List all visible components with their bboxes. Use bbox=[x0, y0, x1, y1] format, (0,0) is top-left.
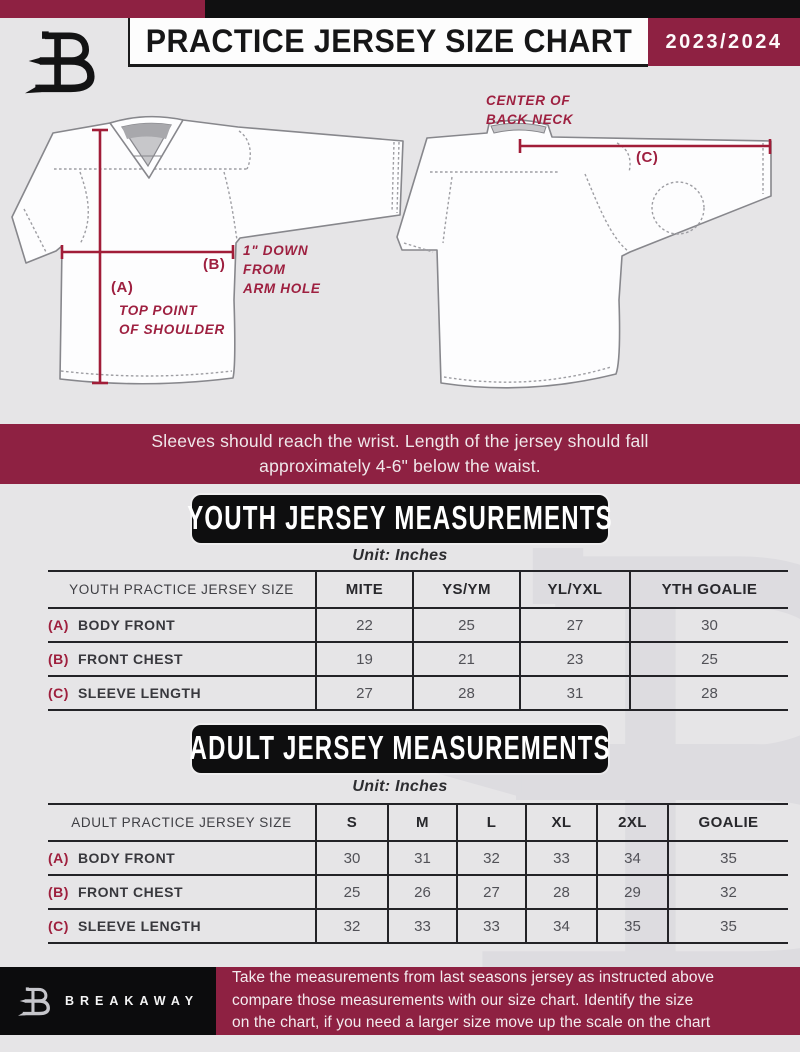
adult-col-xl: XL bbox=[526, 804, 597, 841]
value-cell: 26 bbox=[388, 875, 457, 909]
value-cell: 22 bbox=[316, 608, 413, 642]
value-cell: 33 bbox=[526, 841, 597, 875]
label-a-caption bbox=[119, 301, 225, 339]
row-key: (A) bbox=[48, 850, 69, 866]
youth-col-ylyxl: YL/YXL bbox=[520, 571, 630, 608]
value-cell: 35 bbox=[597, 909, 668, 943]
value-cell: 31 bbox=[388, 841, 457, 875]
header-top-bar-accent bbox=[0, 0, 205, 18]
value-cell: 31 bbox=[520, 676, 630, 710]
label-b-marker: (B) bbox=[203, 256, 226, 273]
label-b-caption-line3: ARM HOLE bbox=[243, 281, 321, 296]
front-jersey-illustration bbox=[12, 117, 403, 384]
breakaway-b-footer-logo bbox=[18, 983, 52, 1019]
label-b-caption bbox=[243, 241, 321, 298]
value-cell: 30 bbox=[630, 608, 788, 642]
row-key: (A) bbox=[48, 617, 69, 633]
label-c-marker: (C) bbox=[636, 149, 659, 166]
value-cell: 34 bbox=[597, 841, 668, 875]
row-label: BODY FRONT bbox=[77, 850, 176, 866]
adult-col-m: M bbox=[388, 804, 457, 841]
youth-table-title-cell: YOUTH PRACTICE JERSEY SIZE bbox=[48, 571, 316, 608]
row-label: SLEEVE LENGTH bbox=[77, 918, 202, 934]
youth-col-ysym: YS/YM bbox=[413, 571, 520, 608]
adult-col-s: S bbox=[316, 804, 388, 841]
breakaway-b-logo bbox=[25, 23, 99, 99]
value-cell: 35 bbox=[668, 841, 788, 875]
adult-col-goalie: GOALIE bbox=[668, 804, 788, 841]
value-cell: 28 bbox=[413, 676, 520, 710]
row-label: FRONT CHEST bbox=[77, 884, 183, 900]
row-label: SLEEVE LENGTH bbox=[77, 685, 202, 701]
adult-unit-label: Unit: Inches bbox=[352, 778, 448, 795]
value-cell: 28 bbox=[630, 676, 788, 710]
fit-notice-banner bbox=[0, 424, 800, 484]
value-cell: 28 bbox=[526, 875, 597, 909]
value-cell: 32 bbox=[668, 875, 788, 909]
fit-notice-line1: Sleeves should reach the wrist. Length of the jersey should fall bbox=[151, 431, 649, 451]
youth-size-table bbox=[48, 570, 788, 711]
label-b-caption-line1: 1" DOWN bbox=[243, 243, 309, 258]
label-c-caption-line2: BACK NECK bbox=[486, 112, 574, 127]
value-cell: 23 bbox=[520, 642, 630, 676]
row-key: (C) bbox=[48, 918, 69, 934]
value-cell: 19 bbox=[316, 642, 413, 676]
footer-instructions-line1: Take the measurements from last seasons jersey as instructed above bbox=[232, 969, 715, 987]
title-banner bbox=[128, 18, 648, 67]
value-cell: 21 bbox=[413, 642, 520, 676]
label-a-caption-line2: OF SHOULDER bbox=[119, 322, 225, 337]
header-top-bar bbox=[0, 0, 800, 18]
adult-section-header bbox=[189, 725, 611, 773]
value-cell: 32 bbox=[316, 909, 388, 943]
page-title: PRACTICE JERSEY SIZE CHART bbox=[145, 22, 633, 59]
label-a-caption-line1: TOP POINT bbox=[119, 303, 198, 318]
youth-col-mite: MITE bbox=[316, 571, 413, 608]
youth-row-sleeve-length bbox=[48, 676, 788, 710]
value-cell: 30 bbox=[316, 841, 388, 875]
footer-brand-block bbox=[0, 967, 216, 1035]
adult-table-header-row bbox=[48, 804, 788, 841]
value-cell: 27 bbox=[316, 676, 413, 710]
adult-row-sleeve-length bbox=[48, 909, 788, 943]
value-cell: 27 bbox=[520, 608, 630, 642]
footer-instructions-line2: compare those measurements with our size chart. Identify the size bbox=[232, 991, 694, 1009]
youth-unit-label: Unit: Inches bbox=[352, 547, 448, 564]
adult-section-title: ADULT JERSEY MEASUREMENTS bbox=[189, 730, 611, 767]
row-key: (B) bbox=[48, 884, 69, 900]
value-cell: 29 bbox=[597, 875, 668, 909]
adult-col-l: L bbox=[457, 804, 526, 841]
youth-row-body-front bbox=[48, 608, 788, 642]
adult-col-2xl: 2XL bbox=[597, 804, 668, 841]
value-cell: 35 bbox=[668, 909, 788, 943]
season-label: 2023/2024 bbox=[665, 30, 783, 53]
adult-row-front-chest bbox=[48, 875, 788, 909]
adult-row-body-front bbox=[48, 841, 788, 875]
value-cell: 25 bbox=[413, 608, 520, 642]
value-cell: 25 bbox=[630, 642, 788, 676]
value-cell: 33 bbox=[388, 909, 457, 943]
label-c-caption-line1: CENTER OF bbox=[486, 93, 571, 108]
youth-col-goalie: YTH GOALIE bbox=[630, 571, 788, 608]
adult-size-table bbox=[48, 803, 788, 944]
brand-wordmark: BREAKAWAY bbox=[65, 994, 200, 1008]
label-c-caption bbox=[486, 91, 573, 129]
label-a-marker: (A) bbox=[111, 279, 134, 296]
label-b-caption-line2: FROM bbox=[243, 262, 286, 277]
youth-row-front-chest bbox=[48, 642, 788, 676]
footer-instructions bbox=[216, 967, 800, 1035]
row-key: (C) bbox=[48, 685, 69, 701]
footer-instructions-line3: on the chart, if you need a larger size move up the scale on the chart bbox=[232, 1014, 711, 1032]
jersey-measurement-diagram bbox=[0, 85, 800, 425]
youth-section-header bbox=[187, 495, 613, 543]
value-cell: 27 bbox=[457, 875, 526, 909]
row-label: BODY FRONT bbox=[77, 617, 176, 633]
youth-table-header-row bbox=[48, 571, 788, 608]
value-cell: 33 bbox=[457, 909, 526, 943]
fit-notice-line2: approximately 4-6" below the waist. bbox=[259, 456, 541, 476]
row-label: FRONT CHEST bbox=[77, 651, 183, 667]
youth-section-title: YOUTH JERSEY MEASUREMENTS bbox=[187, 500, 613, 537]
value-cell: 25 bbox=[316, 875, 388, 909]
value-cell: 32 bbox=[457, 841, 526, 875]
row-key: (B) bbox=[48, 651, 69, 667]
season-badge bbox=[648, 18, 800, 66]
back-jersey-illustration bbox=[397, 120, 771, 388]
adult-table-title-cell: ADULT PRACTICE JERSEY SIZE bbox=[48, 804, 316, 841]
value-cell: 34 bbox=[526, 909, 597, 943]
